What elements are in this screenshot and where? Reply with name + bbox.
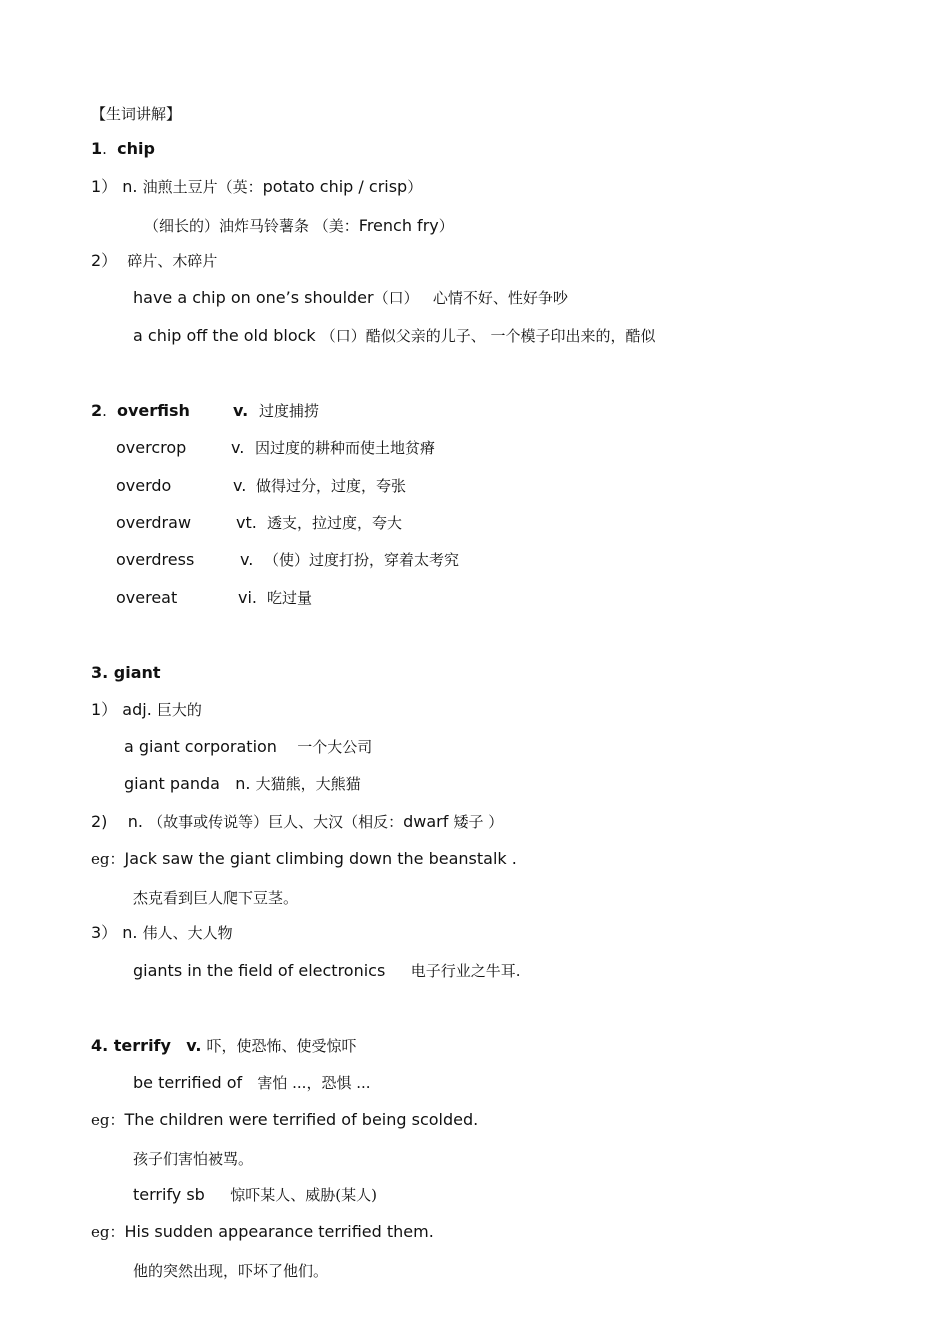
sense-number: 1） xyxy=(91,700,118,719)
paren-close: ） xyxy=(407,178,423,196)
definition-cn: 碎片、木碎片 xyxy=(127,252,218,270)
example-cn: 他的突然出现，吓坏了他们。 xyxy=(133,1262,329,1280)
phrase-en: giant panda xyxy=(124,774,220,793)
entry-heading-chip xyxy=(91,139,155,159)
phrase-line xyxy=(133,1185,377,1205)
related-cn: 做得过分，过度，夸张 xyxy=(256,477,407,495)
related-word: overdo xyxy=(116,476,172,495)
phrase-cn: 一个大公司 xyxy=(297,738,373,756)
sense-line xyxy=(91,251,217,271)
entry-heading-giant: 3. giant xyxy=(91,663,161,682)
part-of-speech: n. xyxy=(122,177,138,196)
sense-line xyxy=(91,923,233,943)
example-line xyxy=(91,849,517,869)
entry-number: 2 xyxy=(91,401,103,420)
example-cn: 杰克看到巨人爬下豆茎。 xyxy=(133,889,299,907)
example-line xyxy=(91,1222,434,1242)
entry-word: 4. terrify xyxy=(91,1036,171,1055)
sense-number: 3） xyxy=(91,923,118,942)
phrase-en: a chip off the old block xyxy=(133,326,316,345)
phrase-en: terrify sb xyxy=(133,1185,205,1204)
section-title: 【生词讲解】 xyxy=(91,105,182,123)
example-label: eg： xyxy=(91,1111,125,1129)
related-word: overdress xyxy=(116,550,195,569)
sense-line xyxy=(91,177,422,197)
example-en: His sudden appearance terrified them. xyxy=(124,1222,434,1241)
example-label: eg： xyxy=(91,850,125,868)
definition-cn: 巨大的 xyxy=(156,701,202,719)
part-of-speech: adj. xyxy=(122,700,152,719)
definition-cn: 油煎土豆片（英： xyxy=(142,178,263,196)
related-pos: vt. xyxy=(236,513,257,532)
part-of-speech: v. xyxy=(186,1036,202,1055)
phrase-en: giants in the field of electronics xyxy=(133,961,386,980)
definition-en: French fry xyxy=(358,216,439,235)
paren-close: ） xyxy=(438,217,454,235)
related-cn: 因过度的耕种而使土地贫瘠 xyxy=(255,439,436,457)
sense-number: 2） xyxy=(91,251,118,270)
entry-sep: . xyxy=(102,402,107,420)
phrase-cn: 惊吓某人、威胁(某人) xyxy=(230,1186,377,1204)
phrase-line xyxy=(133,288,568,308)
phrase-en: be terrified of xyxy=(133,1073,243,1092)
entry-word: overfish xyxy=(117,401,190,420)
related-word: overcrop xyxy=(116,438,187,457)
example-label: eg： xyxy=(91,1223,125,1241)
entry-heading-terrify xyxy=(91,1036,357,1056)
phrase-cn: 大猫熊，大熊猫 xyxy=(255,775,361,793)
phrase-line xyxy=(124,737,372,757)
part-of-speech: n. xyxy=(122,923,138,942)
related-cn: （使）过度打扮，穿着太考究 xyxy=(264,551,460,569)
part-of-speech: n. xyxy=(127,812,143,831)
phrase-en: a giant corporation xyxy=(124,737,277,756)
phrase-line xyxy=(133,961,521,981)
related-word: overeat xyxy=(116,588,178,607)
definition-cn: 矮子 ） xyxy=(453,813,504,831)
related-pos: v. xyxy=(231,438,245,457)
definition-cn: （细长的）油炸马铃薯条 （美： xyxy=(144,217,359,235)
example-line xyxy=(91,1110,478,1130)
example-en: The children were terrified of being scolded. xyxy=(124,1110,479,1129)
phrase-pos: n. xyxy=(235,774,251,793)
definition-cn: 吓，使恐怖、使受惊吓 xyxy=(206,1037,357,1055)
phrase-cn: （口）酷似父亲的儿子、 一个模子印出来的，酷似 xyxy=(320,327,656,345)
entry-sep: . xyxy=(102,140,107,158)
related-pos: v. xyxy=(233,476,247,495)
phrase-line xyxy=(133,326,656,346)
sense-line xyxy=(91,700,202,720)
sense-number: 2) xyxy=(91,812,108,831)
sense-line xyxy=(91,812,503,832)
definition-cn: （故事或传说等）巨人、大汉（相反： xyxy=(148,813,404,831)
part-of-speech: v. xyxy=(233,401,249,420)
definition-en: dwarf xyxy=(403,812,449,831)
example-en: Jack saw the giant climbing down the beanstalk . xyxy=(124,849,517,868)
related-pos: vi. xyxy=(238,588,257,607)
related-word: overdraw xyxy=(116,513,192,532)
entry-word: chip xyxy=(117,139,155,158)
definition-cn: 过度捕捞 xyxy=(259,402,320,420)
definition-en: potato chip / crisp xyxy=(262,177,408,196)
sense-number: 1） xyxy=(91,177,118,196)
example-cn: 孩子们害怕被骂。 xyxy=(133,1150,254,1168)
sense-subline xyxy=(144,216,454,236)
entry-number: 1 xyxy=(91,139,103,158)
phrase-en: have a chip on one’s shoulder xyxy=(133,288,374,307)
phrase-line xyxy=(133,1073,371,1093)
related-pos: v. xyxy=(240,550,254,569)
phrase-cn: 电子行业之牛耳. xyxy=(410,962,521,980)
entry-heading-overfish xyxy=(91,401,107,421)
phrase-cn: （口） 心情不好、性好争吵 xyxy=(373,289,568,307)
phrase-cn: 害怕 ...，恐惧 ... xyxy=(257,1074,371,1092)
related-cn: 透支，拉过度，夸大 xyxy=(267,514,403,532)
phrase-line xyxy=(124,774,361,794)
related-cn: 吃过量 xyxy=(267,589,313,607)
definition-cn: 伟人、大人物 xyxy=(142,924,233,942)
